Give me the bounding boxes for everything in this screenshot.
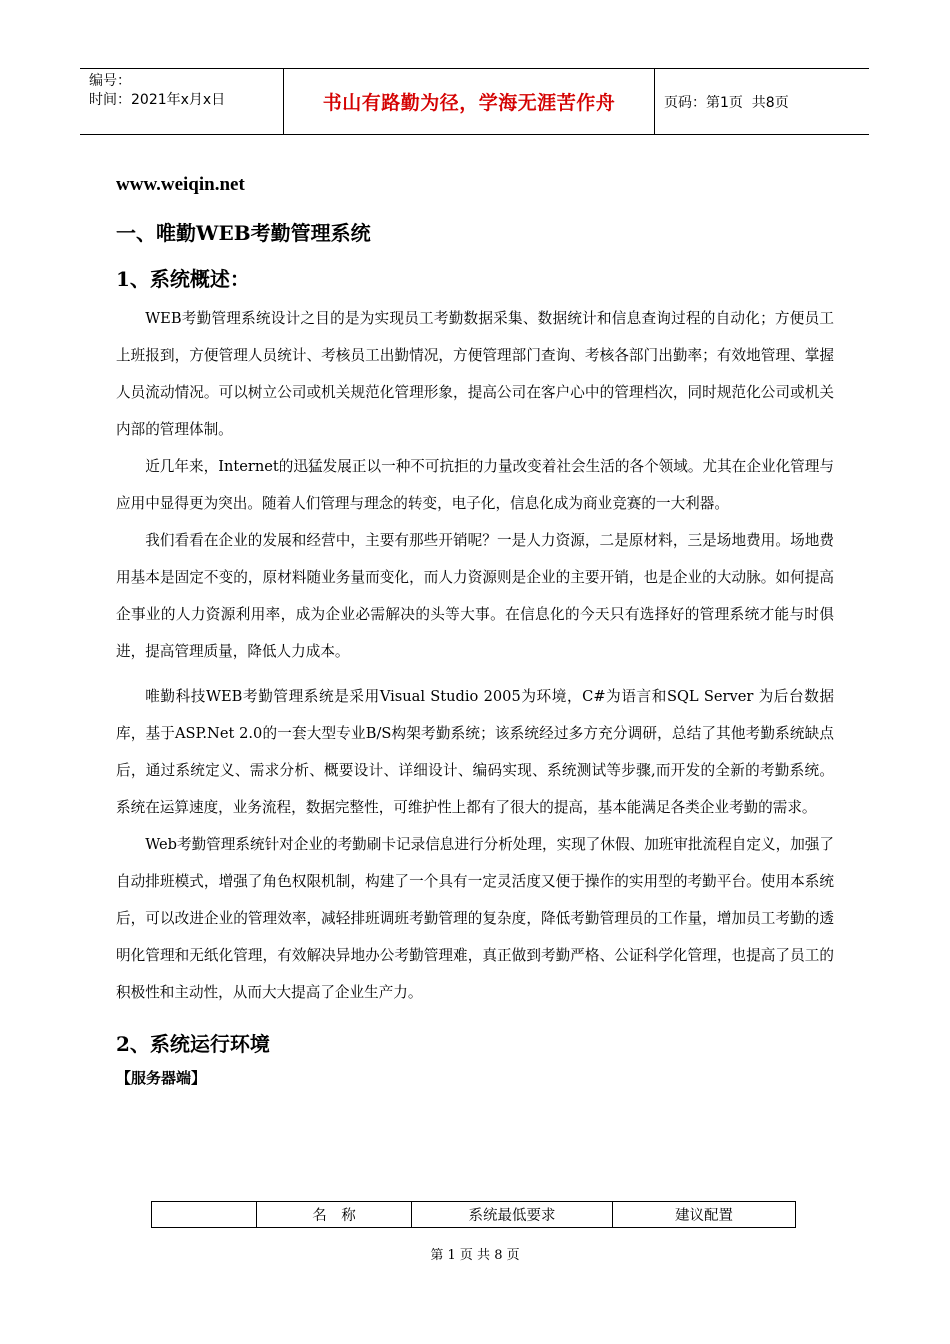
header-page-info: [655, 69, 869, 134]
document-header: [80, 68, 869, 135]
time-label: 时间：2021年x月x日: [89, 92, 226, 108]
server-requirements-table: [151, 1201, 796, 1228]
document-title: 一、唯勤WEB考勤管理系统: [116, 221, 371, 245]
page-info-text: 页码：第1页 共8页: [664, 94, 789, 111]
header-motto: 书山有路勤为径，学海无涯苦作舟: [283, 69, 655, 134]
table-header-cell: 系统最低要求: [412, 1202, 613, 1228]
server-side-label: 【服务器端】: [116, 1069, 207, 1087]
document-body: [116, 170, 834, 1089]
overview-paragraph: Web考勤管理系统针对企业的考勤刷卡记录信息进行分析处理，实现了休假、加班审批流程自定义，加强了自动排班模式，增强了角色权限机制，构建了一个具有一定灵活度又便于操作的实用型的考勤平台。使用本系统后，可以改进企业的管理效率，减轻排班调班考勤管理的复杂度，降低考勤管理员的工作量，增加员工考勤的透明化管理和无纸化管理，有效解决异地办公考勤管理难，真正做到考勤严格、公证科学化管理，也提高了员工的积极性和主动性，从而大大提高了企业生产力。: [116, 836, 834, 1001]
table-header-cell: [152, 1202, 257, 1228]
table-header-cell: 名 称: [257, 1202, 412, 1228]
table-header-cell: 建议配置: [613, 1202, 796, 1228]
overview-paragraph: 我们看看在企业的发展和经营中，主要有那些开销呢？一是人力资源，二是原材料，三是场地费用。场地费用基本是固定不变的，原材料随业务量而变化，而人力资源则是企业的主要开销，也是企业的大动脉。如何提高企事业的人力资源利用率，成为企业必需解决的头等大事。在信息化的今天只有选择好的管理系统才能与时俱进，提高管理质量，降低人力成本。: [116, 532, 834, 660]
section2-heading: 2、系统运行环境: [116, 1032, 270, 1056]
page-footer: 第 1 页 共 8 页: [430, 1248, 520, 1263]
table-header-row: [152, 1202, 796, 1228]
website-link[interactable]: www.weiqin.net: [116, 174, 245, 195]
overview-paragraph: WEB考勤管理系统设计之目的是为实现员工考勤数据采集、数据统计和信息查询过程的自动化；方便员工上班报到，方便管理人员统计、考核员工出勤情况，方便管理部门查询、考核各部门出勤率；有效地管理、掌握人员流动情况。可以树立公司或机关规范化管理形象，提高公司在客户心中的管理档次，同时规范化公司或机关内部的管理体制。: [116, 310, 834, 438]
overview-paragraph: 近几年来，Internet的迅猛发展正以一种不可抗拒的力量改变着社会生活的各个领域。尤其在企业化管理与应用中显得更为突出。随着人们管理与理念的转变，电子化，信息化成为商业竞赛的一大利器。: [116, 458, 834, 512]
section1-heading: 1、系统概述：: [116, 267, 250, 291]
overview-paragraph: 唯勤科技WEB考勤管理系统是采用Visual Studio 2005为环境，C#为语言和SQL Server 为后台数据库，基于ASP.Net 2.0的一套大型专业B/S构架考勤系统；该系统经过多方充分调研，总结了其他考勤系统缺点后，通过系统定义、需求分析、概要设计、详细设计、编码实现、系统测试等步骤,而开发的全新的考勤系统。系统在运算速度，业务流程，数据完整性，可维护性上都有了很大的提高，基本能满足各类企业考勤的需求。: [116, 688, 834, 816]
header-meta: [80, 69, 283, 134]
number-label: 编号：: [89, 73, 131, 89]
